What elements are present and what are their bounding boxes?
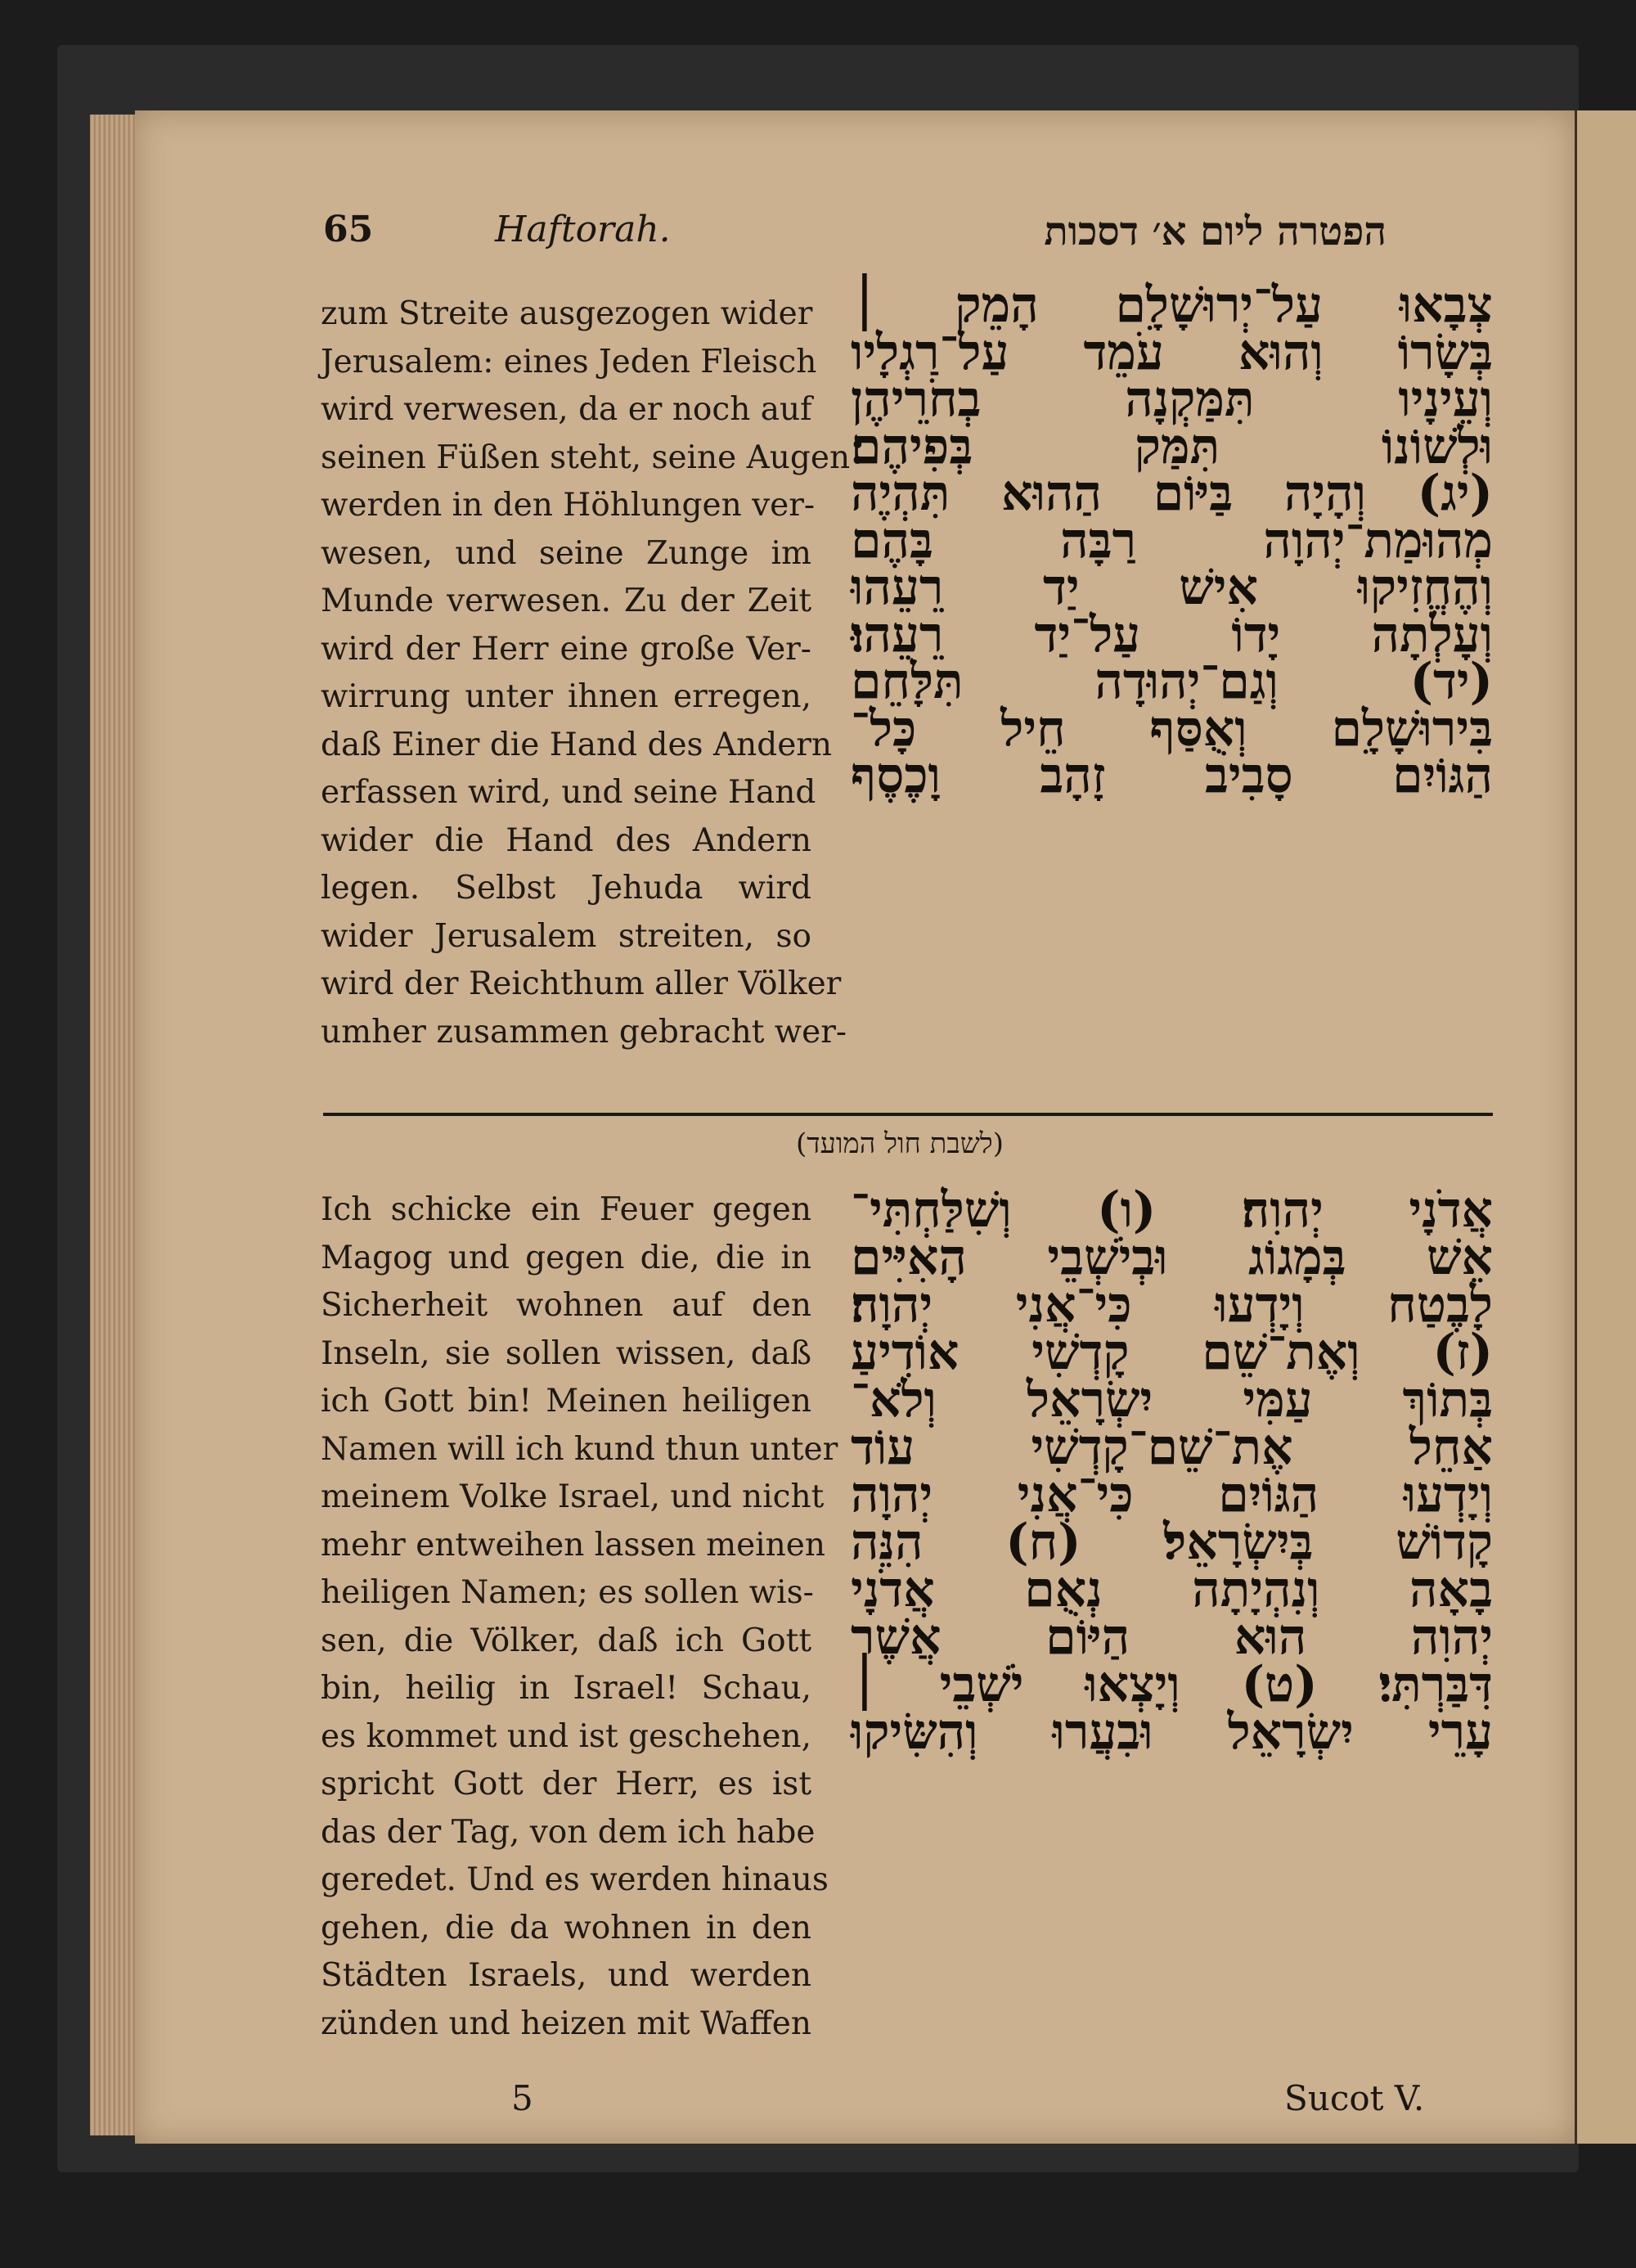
german-text-line: Jerusalem: eines Jeden Fleisch [321,343,817,380]
hebrew-text-line: אֲדֹנָי יְהוִה׃ (ו) וְשִׁלַּחְתִּי־ [851,1181,1493,1239]
hebrew-column-top [851,277,1493,804]
german-text-line: das der Tag, von dem ich habe [321,1813,816,1851]
german-text-line: sen, die Völker, daß ich Gott [321,1622,811,1659]
german-text-line: heiligen Namen; es sollen wis- [321,1574,814,1611]
german-text-line: wird der Herr eine große Ver- [321,630,811,668]
german-column-top [321,290,851,1056]
hebrew-text-line: מְהוּמַת־יְהוָה רַבָּה בָּהֶם [851,511,1493,569]
hebrew-text-line: אֵשׁ בְּמָגוֹג וּבְיֹשְׁבֵי הָאִיִּים [851,1229,1493,1286]
german-text-line: gehen, die da wohnen in den [321,1909,811,1946]
hebrew-text-line: וְעָלְתָה יָדוֹ עַל־יַד רֵעֵהוּ׃ [851,605,1493,664]
german-text-line: legen. Selbst Jehuda wird [321,870,811,907]
german-text-line: spricht Gott der Herr, es ist [321,1766,811,1802]
german-text-line: es kommet und ist geschehen, [321,1717,811,1755]
hebrew-text-line: צְבָאוּ עַל־יְרוּשָׁלִָם הָמֵק ׀ [851,277,1493,334]
german-text-line: Inseln, sie sollen wissen, daß [321,1334,811,1372]
german-text-line: wirrung unter ihnen erregen, [321,678,811,715]
german-text-line: Städten Israels, und werden [321,1957,811,1994]
german-column-bottom [321,1186,838,2048]
hebrew-text-line: (ז) וְאֶת־שֵׁם קָדְשִׁי אוֹדִיעַ [851,1324,1493,1381]
hebrew-text-line: בְּשָׂרוֹ וְהוּא עֹמֵד עַל־רַגְלָיו [851,323,1493,381]
book-title: Haftorah. [495,209,671,250]
hebrew-text-line: וְיָדְעוּ הַגּוֹיִם כִּי־אֲנִי יְהוָה [851,1466,1493,1523]
german-text-line: Ich schicke ein Feuer gegen [321,1191,811,1228]
hebrew-text-line: בְּתוֹךְ עַמִּי יִשְׂרָאֵל וְלֹא־ [851,1371,1493,1429]
hebrew-text-line: (יד) וְגַם־יְהוּדָה תִּלָּחֵם [851,653,1493,710]
section-label: (לשבת חול המועד) [796,1127,1004,1160]
hebrew-text-line: (יג) וְהָיָה בַּיּוֹם הַהוּא תִּהְיֶה [851,465,1493,522]
german-text-line: bin, heilig in Israel! Schau, [321,1670,811,1707]
signature-text: Sucot V. [1284,2078,1425,2118]
section-divider [323,1113,1493,1116]
hebrew-text-line: קָדוֹשׁ בְּיִשְׂרָאֵל׃ (ח) הִנֵּה [851,1514,1493,1571]
hebrew-text-line: בָאָה וְנִהְיָתָה נְאֻם אֲדֹנָי [851,1561,1493,1618]
hebrew-text-line: וְהֶחֱזִיקוּ אִישׁ יַד רֵעֵהוּ [851,559,1493,616]
german-text-line: erfassen wird, und seine Hand [321,774,816,811]
hebrew-text-line: לָבֶטַח וְיָדְעוּ כִּי־אֲנִי יְהוָה׃ [851,1276,1493,1334]
signature-number: 5 [511,2078,533,2118]
german-text-line: mehr entweihen lassen meinen [321,1526,825,1564]
german-text-line: Namen will ich kund thun unter [321,1430,838,1468]
german-text-line: umher zusammen gebracht wer- [321,1013,847,1051]
german-text-line: wird verwesen, da er noch auf [321,391,812,428]
german-text-line: meinem Volke Israel, und nicht [321,1478,825,1515]
german-text-line: Sicherheit wohnen auf den [321,1287,811,1324]
facing-page-edge [1575,110,1636,2144]
german-text-line: wider Jerusalem streiten, so [321,917,811,955]
hebrew-text-line: הַגּוֹיִם סָבִיב זָהָב וָכֶסֶף [851,747,1493,804]
hebrew-text-line: דִּבַּרְתִּי׃ (ט) וְיָצְאוּ יֹשְׁבֵי ׀ [851,1656,1493,1713]
hebrew-text-line: וְעֵינָיו תִּמַּקְנָה בְחֹרֵיהֶן [851,371,1493,428]
german-text-line: werden in den Höhlungen ver- [321,487,816,524]
german-text-line: Magog und gegen die, die in [321,1239,811,1276]
german-text-line: wesen, und seine Zunge im [321,534,811,572]
german-text-line: zünden und heizen mit Waffen [321,2005,811,2042]
hebrew-column-bottom [851,1181,1493,1761]
hebrew-text-line: יְהוִה הוּא הַיּוֹם אֲשֶׁר [851,1609,1493,1666]
page-number: 65 [323,209,374,250]
hebrew-text-line: עָרֵי יִשְׂרָאֵל וּבִעֲרוּ וְהִשִּׂיקוּ [851,1703,1493,1761]
hebrew-text-line: בִּירוּשָׁלִָם וְאֻסַּף חֵיל כָּל־ [851,700,1493,758]
german-text-line: seinen Füßen steht, seine Augen [321,439,851,476]
hebrew-text-line: וּלְשׁוֹנוֹ תִּמַּק בְּפִיהֶם׃ [851,417,1493,475]
german-text-line: wider die Hand des Andern [321,821,811,859]
german-text-line: ich Gott bin! Meinen heiligen [321,1383,811,1420]
german-text-line: zum Streite ausgezogen wider [321,295,813,332]
german-text-line: geredet. Und es werden hinaus [321,1861,829,1898]
hebrew-text-line: אַחֵל אֶת־שֵׁם־קָדְשִׁי עוֹד [851,1419,1493,1476]
german-text-line: wird der Reichthum aller Völker [321,965,842,1002]
hebrew-title: הפטרה ליום א׳ דסכות [1044,209,1387,254]
german-text-line: daß Einer die Hand des Andern [321,726,833,763]
german-text-line: Munde verwesen. Zu der Zeit [321,583,811,619]
